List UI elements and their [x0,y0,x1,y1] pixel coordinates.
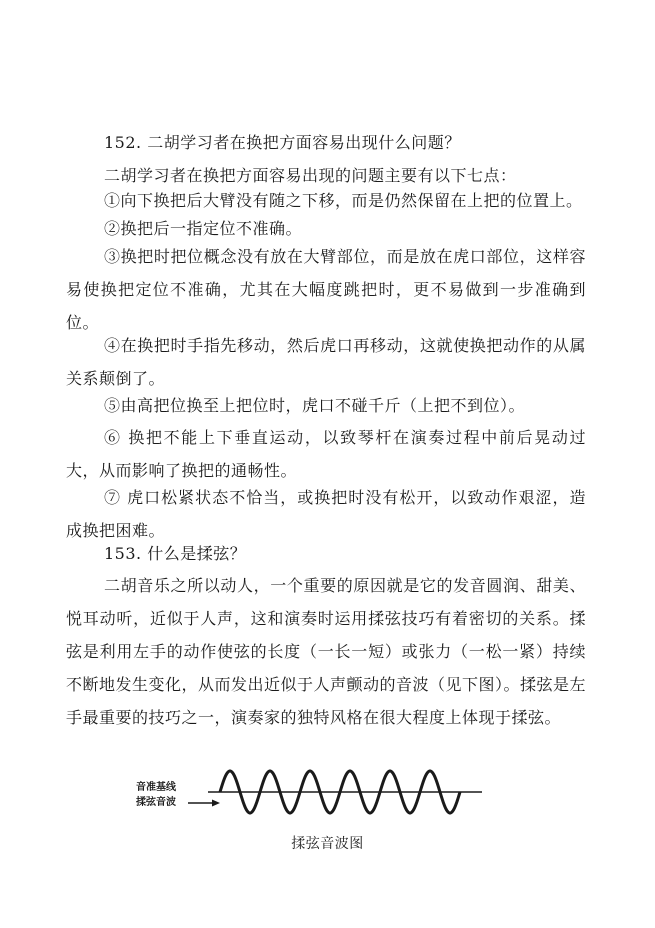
q152-item-5: ⑤由高把位换至上把位时，虎口不碰千斤（上把不到位）。 [104,396,526,415]
q152-heading: 152. 二胡学习者在换把方面容易出现什么问题？ [104,133,461,152]
wave-label: 揉弦音波 [136,797,176,808]
q153-heading: 153. 什么是揉弦？ [104,544,247,563]
q152-item-4: ④在换把时手指先移动，然后虎口再移动，这就使换把动作的从属关系颠倒了。 [66,336,586,388]
vibrato-wave-figure [130,764,490,834]
q152-item-3: ③换把时把位概念没有放在大臂部位，而是放在虎口部位，这样容易使换把定位不准确，尤其在大幅度跳把时，更不易做到一步准确到位。 [66,247,586,332]
baseline-label: 音准基线 [136,782,176,793]
wave-pointer-arrowhead [212,800,220,807]
figure-caption: 揉弦音波图 [291,836,364,852]
q153-body: 二胡音乐之所以动人，一个重要的原因就是它的发音圆润、甜美、悦耳动听，近似于人声，这和演奏时运用揉弦技巧有着密切的关系。揉弦是利用左手的动作使弦的长度（一长一短）或张力（一松一紧）持续不断地发生变化，从而发出近似于人声颤动的音波（见下图）。揉弦是左手最重要的技巧之一，演奏家的独特风格在很大程度上体现于揉弦。 [66,576,587,727]
q152-intro: 二胡学习者在换把方面容易出现的问题主要有以下七点： [104,166,517,185]
q152-item-7: ⑦ 虎口松紧状态不恰当，或换把时没有松开，以致动作艰涩，造成换把困难。 [66,488,586,540]
q152-item-6: ⑥ 换把不能上下垂直运动，以致琴杆在演奏过程中前后晃动过大，从而影响了换把的通畅性。 [66,428,586,480]
q152-item-2: ②换把后一指定位不准确。 [104,219,303,238]
vibrato-wave-diagram [130,764,490,834]
q152-item-1: ①向下换把后大臂没有随之下移，而是仍然保留在上把的位置上。 [104,191,583,210]
